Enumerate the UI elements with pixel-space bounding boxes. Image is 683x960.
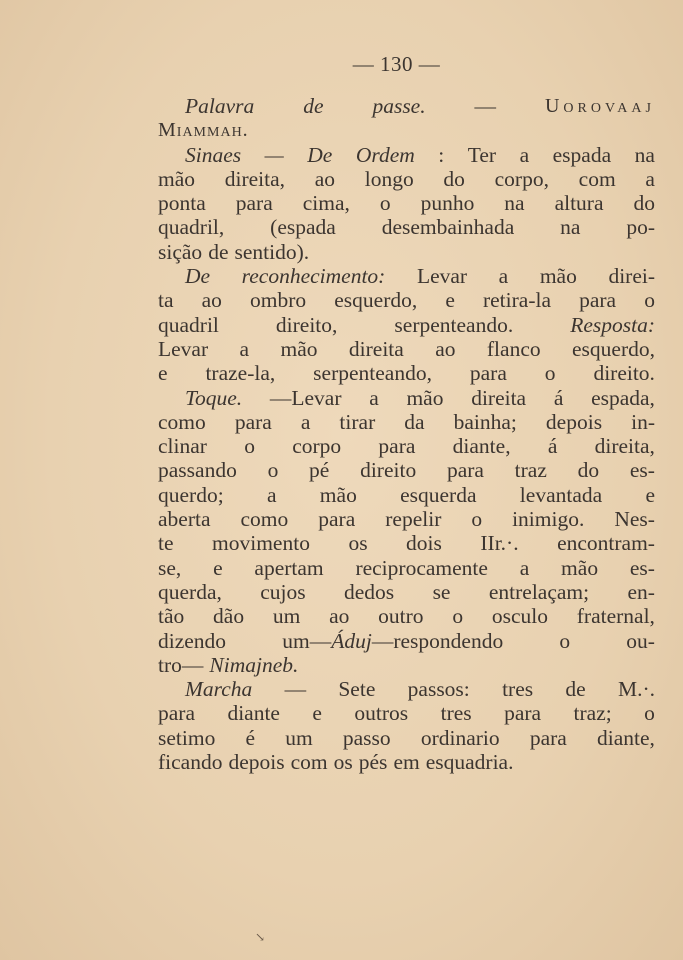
text-line <box>158 531 655 555</box>
word: bainha; <box>453 409 517 434</box>
word: setimo <box>158 725 216 750</box>
word: para <box>529 725 567 750</box>
text-line <box>158 191 655 215</box>
word: direita, <box>224 166 286 191</box>
word: traz <box>514 458 547 483</box>
word: como <box>158 409 206 434</box>
text-line <box>158 483 655 507</box>
text-line <box>158 677 655 701</box>
word: Nimajneb. <box>209 652 299 677</box>
word: diante <box>227 701 280 726</box>
word: do <box>577 458 600 483</box>
word: — <box>474 94 497 118</box>
word: Miammah. <box>158 119 249 142</box>
word: inimigo. <box>512 507 585 532</box>
word: esquerdo, <box>334 288 418 313</box>
word: o <box>244 434 255 459</box>
word: outro <box>378 604 424 629</box>
word: depois <box>228 750 285 775</box>
word: espada, <box>591 385 655 410</box>
word: e <box>312 701 322 726</box>
word: mão <box>561 555 599 580</box>
word: tão <box>158 604 185 629</box>
word: de <box>565 677 586 702</box>
word: serpenteando, <box>313 361 432 386</box>
word: espada <box>552 142 612 167</box>
word: o <box>644 288 655 313</box>
word: traz; <box>573 701 612 726</box>
word: o <box>644 701 655 726</box>
word: o <box>559 628 571 653</box>
word: Nes- <box>614 507 655 532</box>
word: para <box>446 458 484 483</box>
italic-word: Áduj <box>331 628 372 653</box>
word: outros <box>354 701 409 726</box>
word: apertam <box>254 555 324 580</box>
word: o <box>267 458 279 483</box>
word: entrelaçam; <box>488 579 590 604</box>
word: esquerdo, <box>572 336 655 361</box>
word: De <box>307 142 333 167</box>
word: encontram- <box>557 531 655 556</box>
word: Levar <box>416 264 468 289</box>
word: direito, <box>275 312 338 337</box>
word: Levar <box>158 336 209 361</box>
word: em <box>393 750 420 775</box>
word: um <box>272 604 301 629</box>
word: ao <box>314 166 336 191</box>
word: é <box>245 725 256 750</box>
word: dois <box>406 531 442 556</box>
word: po- <box>626 215 655 240</box>
word: direita <box>471 385 527 410</box>
text-line <box>158 167 655 191</box>
word: direito <box>360 458 417 483</box>
word: na <box>634 142 655 167</box>
word: para <box>579 288 617 313</box>
word: na <box>560 215 581 240</box>
word: com <box>578 166 616 191</box>
word: te <box>158 531 174 556</box>
word: passe. <box>372 94 426 118</box>
word: para <box>234 409 272 434</box>
word: passos: <box>407 677 470 702</box>
word: reconhecimento: <box>241 264 386 289</box>
word: altura <box>554 191 604 216</box>
word: a <box>369 385 379 410</box>
word: en- <box>627 579 655 604</box>
word: esquerda <box>400 482 477 507</box>
word: es- <box>629 555 655 580</box>
text-line <box>158 629 655 653</box>
word: um—Áduj—respondendo <box>282 628 504 653</box>
word: serpenteando. <box>394 312 514 337</box>
word: Marcha <box>185 677 253 702</box>
word: flanco <box>486 336 541 361</box>
word: e <box>445 288 455 313</box>
word: ficando <box>158 750 223 775</box>
word: de <box>208 239 229 264</box>
text-line <box>158 750 655 774</box>
word: os <box>348 531 368 556</box>
word: dizendo <box>158 628 227 653</box>
body-text <box>158 94 655 774</box>
word: e <box>213 555 223 580</box>
word: fraternal, <box>576 604 655 629</box>
word: o <box>471 507 483 532</box>
word: ao <box>329 604 350 629</box>
word: sição <box>158 239 203 264</box>
word: a <box>300 409 311 434</box>
word: — <box>264 142 284 167</box>
word: para <box>158 701 195 726</box>
word: o <box>544 361 556 386</box>
word: Sete <box>338 677 376 702</box>
word: levantada <box>519 482 603 507</box>
word: aberta <box>158 507 211 532</box>
word: in- <box>631 409 655 434</box>
word: direita <box>348 336 404 361</box>
word: esquadria. <box>425 750 514 775</box>
word: tres <box>502 677 534 702</box>
word: Ordem <box>355 142 415 167</box>
word: para <box>469 361 507 386</box>
word: osculo <box>491 604 548 629</box>
word: tres <box>440 701 472 726</box>
word: mão <box>280 336 318 361</box>
word: dedos <box>344 579 395 604</box>
word: e <box>645 482 655 507</box>
word: retira-la <box>482 288 552 313</box>
stray-ink-mark: ↘ <box>255 930 266 944</box>
text-line <box>158 361 655 385</box>
word: traze-la, <box>205 361 276 386</box>
word: corpo, <box>494 166 549 191</box>
word: á <box>553 385 564 410</box>
word: para <box>235 191 273 216</box>
word: se, <box>158 555 182 580</box>
word: ta <box>158 288 174 313</box>
word: quadril, <box>158 215 225 240</box>
word: a <box>519 142 530 167</box>
word: pés <box>358 750 388 775</box>
word: para <box>504 701 542 726</box>
text-line <box>158 556 655 580</box>
word: direito. <box>593 361 655 386</box>
word: a <box>519 555 530 580</box>
word: os <box>333 750 353 775</box>
text-line <box>158 313 655 337</box>
word: Uorovaaj <box>544 95 655 117</box>
word: e <box>158 361 168 386</box>
word: mão <box>406 385 444 410</box>
text-line <box>158 434 655 458</box>
word: ao <box>435 336 456 361</box>
word: do <box>443 166 465 191</box>
word: mão <box>158 166 196 191</box>
word: querda, <box>158 579 222 604</box>
word: Sinaes <box>185 142 242 167</box>
text-line <box>158 604 655 628</box>
word: pé <box>309 458 330 483</box>
word: passo <box>342 725 391 750</box>
text-line <box>158 458 655 482</box>
word: para <box>378 434 416 459</box>
text-line <box>158 215 655 239</box>
text-line <box>158 94 655 118</box>
text-line <box>158 653 655 677</box>
word: passando <box>158 458 237 483</box>
word: Ter <box>467 142 497 167</box>
word: o <box>379 191 391 216</box>
text-line <box>158 118 655 142</box>
word: ombro <box>250 288 307 313</box>
word: á <box>547 434 558 459</box>
word: repelir <box>385 507 442 532</box>
word: — <box>284 677 307 702</box>
word: a <box>239 336 250 361</box>
word: ordinario <box>420 725 500 750</box>
word: tirar <box>339 409 376 434</box>
word: desembainhada <box>381 215 515 240</box>
word: M.·. <box>617 677 655 702</box>
text-line <box>158 240 655 264</box>
word: corpo <box>292 434 342 459</box>
word: da <box>404 409 425 434</box>
word: longo <box>364 166 414 191</box>
word: ao <box>201 288 222 313</box>
word: como <box>240 507 289 532</box>
word: quadril <box>158 312 219 337</box>
word: sentido). <box>234 239 310 264</box>
word: Resposta: <box>570 312 655 337</box>
word: diante, <box>452 434 511 459</box>
word: (espada <box>270 215 336 240</box>
word: a <box>498 264 509 289</box>
word: movimento <box>212 531 310 556</box>
text-line <box>158 726 655 750</box>
word: a <box>645 166 655 191</box>
word: tro— <box>158 652 204 677</box>
word: clinar <box>158 434 207 459</box>
word: com <box>290 750 328 775</box>
word: IIr.·. <box>480 531 519 556</box>
word: querdo; <box>158 482 224 507</box>
word: direi- <box>608 264 655 289</box>
word: dão <box>213 604 245 629</box>
text-line <box>158 337 655 361</box>
word: diante, <box>597 725 655 750</box>
word: se <box>432 579 451 604</box>
word: cujos <box>260 579 306 604</box>
word: depois <box>545 409 603 434</box>
text-line <box>158 701 655 725</box>
word: ou- <box>626 628 655 653</box>
word: um <box>285 725 313 750</box>
word: Palavra <box>185 94 255 118</box>
word: mão <box>319 482 357 507</box>
word: —Levar <box>269 385 342 410</box>
text-line <box>158 410 655 434</box>
word: para <box>318 507 356 532</box>
word: o <box>452 604 464 629</box>
word: do <box>633 191 655 216</box>
text-line <box>158 288 655 312</box>
text-line <box>158 386 655 410</box>
word: Toque. <box>185 385 243 410</box>
word: reciprocamente <box>355 555 488 580</box>
word: mão <box>539 264 577 289</box>
text-line <box>158 264 655 288</box>
word: ponta <box>158 191 206 216</box>
page-number: — 130 — <box>352 52 441 76</box>
word: es- <box>629 458 655 483</box>
word: direita, <box>594 434 655 459</box>
word: punho <box>420 191 475 216</box>
word: a <box>266 482 277 507</box>
text-line <box>158 580 655 604</box>
word: : <box>438 142 445 167</box>
word: De <box>185 264 211 289</box>
word: na <box>504 191 525 216</box>
text-line <box>158 143 655 167</box>
word: cima, <box>302 191 350 216</box>
text-line <box>158 507 655 531</box>
word: de <box>303 94 324 118</box>
